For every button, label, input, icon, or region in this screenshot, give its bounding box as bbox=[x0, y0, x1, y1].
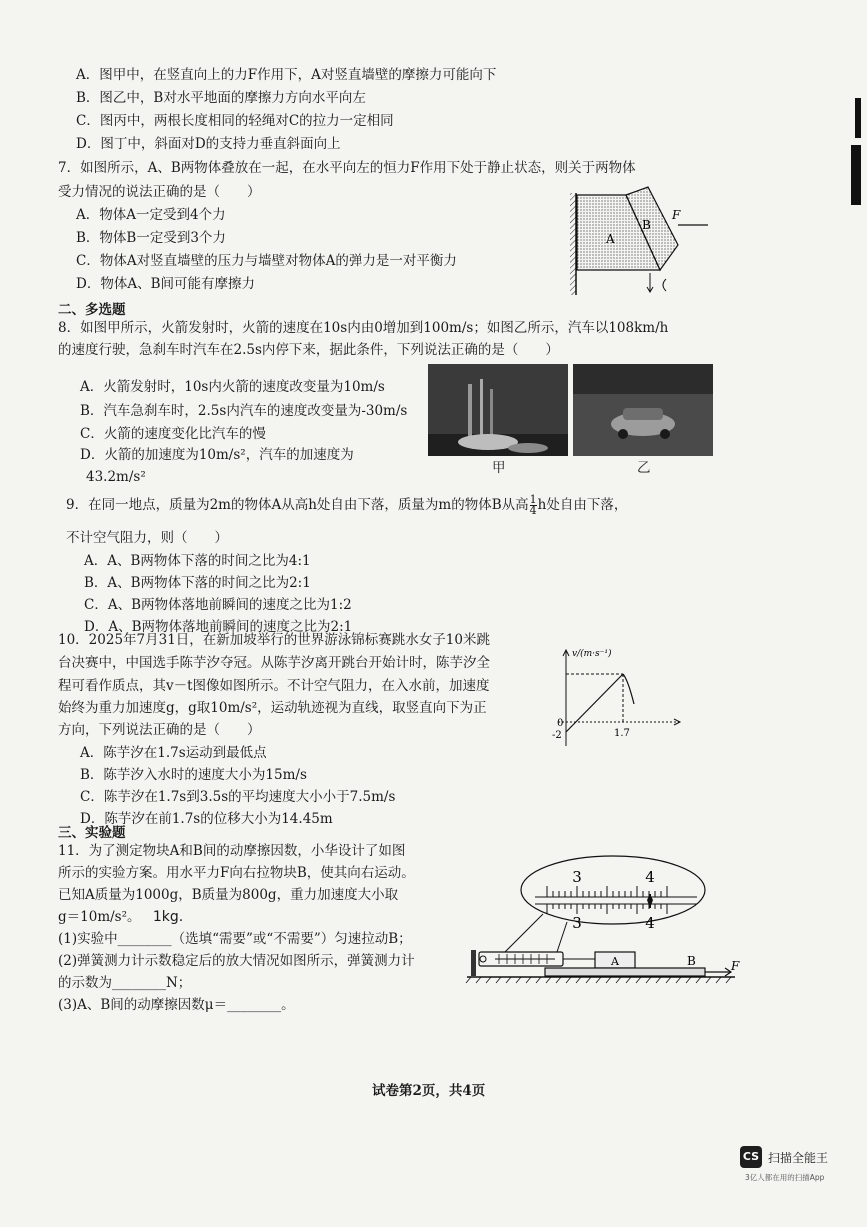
q10-stem-line1: 10．2025年7月31日，在新加坡举行的世界游泳锦标赛跳水女子10米跳 bbox=[58, 632, 490, 648]
q9-option-c: C．A、B两物体落地前瞬间的速度之比为1:2 bbox=[84, 597, 352, 613]
q8-option-a: A．火箭发射时，10s内火箭的速度改变量为10m/s bbox=[80, 379, 385, 395]
section-experiment-heading: 三、实验题 bbox=[58, 825, 126, 841]
q7-option-c: C．物体A对竖直墙壁的压力与墙壁对物体A的弹力是一对平衡力 bbox=[76, 253, 457, 269]
q8-option-d: D．火箭的加速度为10m/s²，汽车的加速度为 bbox=[80, 447, 354, 463]
q8-stem-line1: 8．如图甲所示，火箭发射时，火箭的速度在10s内由0增加到100m/s；如图乙所示，汽车以108km/h bbox=[58, 320, 669, 336]
q9-option-d: D．A、B两物体落地前瞬间的速度之比为2:1 bbox=[84, 619, 353, 635]
q11-board-b-label: B bbox=[687, 954, 696, 968]
photo-label-jia: 甲 bbox=[492, 460, 506, 476]
camscanner-logo-icon: CS bbox=[740, 1146, 762, 1168]
q9-option-a: A．A、B两物体下落的时间之比为4:1 bbox=[84, 553, 311, 569]
q9-fraction: $\frac{1}{4}$ bbox=[529, 493, 537, 517]
car-braking-photo bbox=[573, 364, 713, 456]
q8-option-d-continued: 43.2m/s² bbox=[86, 469, 146, 485]
q11-stem-line2: 所示的实验方案。用水平力F向右拉物块B，使其向右运动。 bbox=[58, 865, 415, 881]
q11-question-2-cont: 的示数为________N； bbox=[58, 975, 192, 991]
q11-stem-line3: 已知A质量为1000g，B质量为800g，重力加速度大小取 bbox=[58, 887, 399, 903]
rocket-launch-photo bbox=[428, 364, 568, 456]
q6-option-d: D．图丁中，斜面对D的支持力垂直斜面向上 bbox=[76, 136, 341, 152]
q6-option-a: A．图甲中，在竖直向上的力F作用下，A对竖直墙壁的摩擦力可能向下 bbox=[76, 67, 497, 83]
q7-label-b: B bbox=[642, 218, 651, 232]
q10-graph-t-mark: 1.7 bbox=[614, 728, 630, 739]
q7-label-f: F bbox=[672, 208, 681, 222]
scale-label-bottom-3: 3 bbox=[572, 914, 582, 932]
q9-stem-pre: 9．在同一地点，质量为2m的物体A从高h处自由下落，质量为m的物体B从高 bbox=[66, 497, 529, 513]
camscanner-tagline: 3亿人都在用的扫描App bbox=[745, 1173, 825, 1182]
q9-stem-post: h处自由下落， bbox=[537, 497, 628, 513]
q11-stem-line1: 11．为了测定物块A和B间的动摩擦因数，小华设计了如图 bbox=[58, 843, 406, 859]
q9-option-b: B．A、B两物体下落的时间之比为2:1 bbox=[84, 575, 311, 591]
q7-figure bbox=[568, 185, 718, 300]
q11-block-a-label: A bbox=[611, 955, 619, 968]
q11-stem-line4 bbox=[58, 908, 183, 926]
scale-label-top-4: 4 bbox=[645, 868, 655, 886]
q11-question-2: (2)弹簧测力计示数稳定后的放大情况如图所示，弹簧测力计 bbox=[58, 953, 415, 969]
q8-stem-line2: 的速度行驶，急刹车时汽车在2.5s内停下来，据此条件，下列说法正确的是（ ） bbox=[58, 342, 559, 358]
q6-option-c: C．图丙中，两根长度相同的轻绳对C的拉力一定相同 bbox=[76, 113, 394, 129]
scale-label-bottom-4: 4 bbox=[645, 914, 655, 932]
q6-option-b: B．图乙中，B对水平地面的摩擦力方向水平向左 bbox=[76, 90, 366, 106]
q10-graph-ylabel: v/(m·s⁻¹) bbox=[572, 649, 612, 659]
scale-label-top-3: 3 bbox=[572, 868, 582, 886]
scan-edge-mark-bottom bbox=[851, 145, 861, 205]
q10-stem-line4: 始终为重力加速度g，g取10m/s²，运动轨迹视为直线，取竖直向下为正 bbox=[58, 700, 487, 716]
q7-option-d: D．物体A、B间可能有摩擦力 bbox=[76, 276, 255, 292]
q10-option-d: D．陈芋汐在前1.7s的位移大小为14.45m bbox=[80, 811, 333, 827]
q7-stem-line1: 7．如图所示，A、B两物体叠放在一起，在水平向左的恒力F作用下处于静止状态，则关于两物体 bbox=[58, 160, 636, 176]
q10-graph-neg: -2 bbox=[552, 730, 562, 741]
q11-force-f-label: F bbox=[731, 959, 740, 973]
q7-stem-line2: 受力情况的说法正确的是（ ） bbox=[58, 184, 261, 200]
q10-option-a: A．陈芋汐在1.7s运动到最低点 bbox=[80, 745, 267, 761]
q10-option-b: B．陈芋汐入水时的速度大小为15m/s bbox=[80, 767, 307, 783]
photo-label-yi: 乙 bbox=[637, 460, 651, 476]
scan-edge-mark-top bbox=[855, 98, 861, 138]
camscanner-name: 扫描全能王 bbox=[768, 1151, 829, 1165]
q11-question-1: (1)实验中________（选填“需要”或“不需要”）匀速拉动B； bbox=[58, 931, 412, 947]
q8-option-b: B．汽车急刹车时，2.5s内汽车的速度改变量为-30m/s bbox=[80, 403, 408, 419]
q7-option-a: A．物体A一定受到4个力 bbox=[76, 207, 226, 223]
q10-stem-line5: 方向，下列说法正确的是（ ） bbox=[58, 722, 261, 738]
q11-handwriting: 1kg. bbox=[152, 909, 184, 925]
q10-vt-graph bbox=[548, 642, 688, 752]
section-multi-choice-heading: 二、多选题 bbox=[58, 302, 126, 318]
q10-graph-origin: 0 bbox=[557, 718, 564, 729]
q7-option-b: B．物体B一定受到3个力 bbox=[76, 230, 226, 246]
page-footer: 试卷第2页，共4页 bbox=[372, 1083, 486, 1099]
q11-experiment-figure bbox=[465, 852, 745, 990]
q11-stem-gravity: g＝10m/s²。 bbox=[58, 909, 141, 925]
q10-stem-line2: 台决赛中，中国选手陈芋汐夺冠。从陈芋汐离开跳台开始计时，陈芋汐全 bbox=[58, 655, 490, 671]
q7-label-a: A bbox=[606, 232, 615, 246]
q9-stem-line2: 不计空气阻力，则（ ） bbox=[66, 530, 228, 546]
q10-option-c: C．陈芋汐在1.7s到3.5s的平均速度大小小于7.5m/s bbox=[80, 789, 396, 805]
q11-question-3: (3)A、B间的动摩擦因数μ＝________。 bbox=[58, 997, 295, 1013]
q9-stem-line1 bbox=[66, 494, 627, 516]
q8-option-c: C．火箭的速度变化比汽车的慢 bbox=[80, 426, 266, 442]
q10-stem-line3: 程可看作质点，其v－t图像如图所示。不计空气阻力，在入水前，加速度 bbox=[58, 678, 490, 694]
